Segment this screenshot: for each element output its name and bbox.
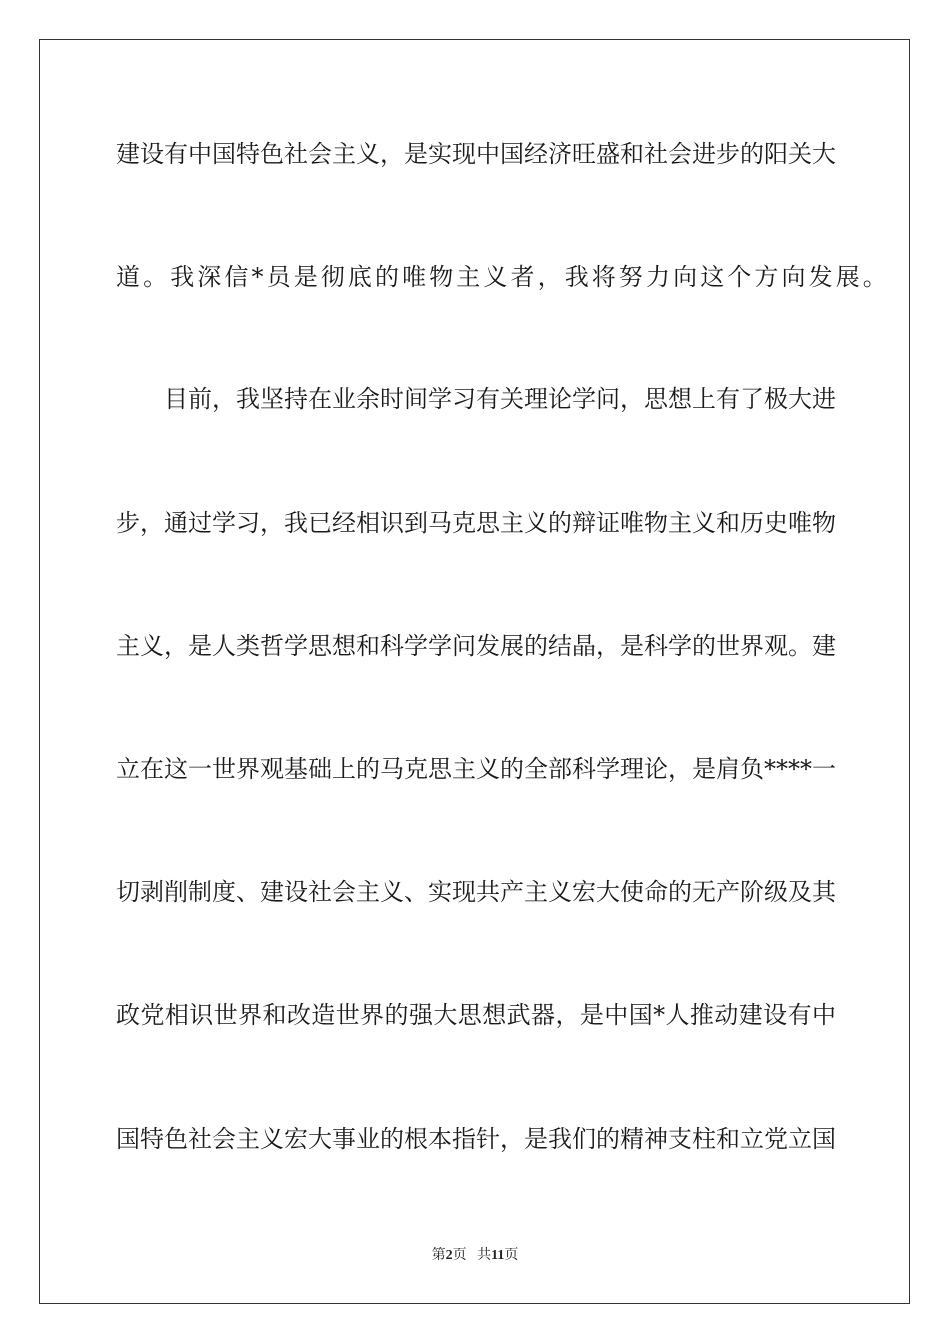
footer-total-suffix: 页 <box>504 1248 519 1263</box>
text-line: 道。我深信*员是彻底的唯物主义者，我将努力向这个方向发展。 <box>116 263 890 291</box>
footer-page-prefix: 第 <box>431 1248 446 1263</box>
text-line: 切剥削制度、建设社会主义、实现共产主义宏大使命的无产阶级及其 <box>116 878 836 906</box>
page-footer <box>0 1247 950 1265</box>
footer-page-suffix: 页 <box>452 1248 467 1263</box>
text-line: 步，通过学习，我已经相识到马克思主义的辩证唯物主义和历史唯物 <box>116 509 836 537</box>
text-line: 建设有中国特色社会主义，是实现中国经济旺盛和社会进步的阳关大 <box>116 140 836 168</box>
footer-page-number: 2 <box>445 1248 453 1263</box>
text-line: 主义，是人类哲学思想和科学学问发展的结晶，是科学的世界观。建 <box>116 632 836 660</box>
text-line: 国特色社会主义宏大事业的根本指针，是我们的精神支柱和立党立国 <box>116 1125 836 1153</box>
text-line: 立在这一世界观基础上的马克思主义的全部科学理论，是肩负****一 <box>116 755 836 783</box>
page-border <box>39 39 910 1304</box>
footer-total-prefix: 共 <box>477 1248 492 1263</box>
footer-total-pages: 11 <box>491 1248 505 1263</box>
text-line: 目前，我坚持在业余时间学习有关理论学问，思想上有了极大进 <box>164 385 836 413</box>
text-line: 政党相识世界和改造世界的强大思想武器，是中国*人推动建设有中 <box>116 1001 836 1029</box>
